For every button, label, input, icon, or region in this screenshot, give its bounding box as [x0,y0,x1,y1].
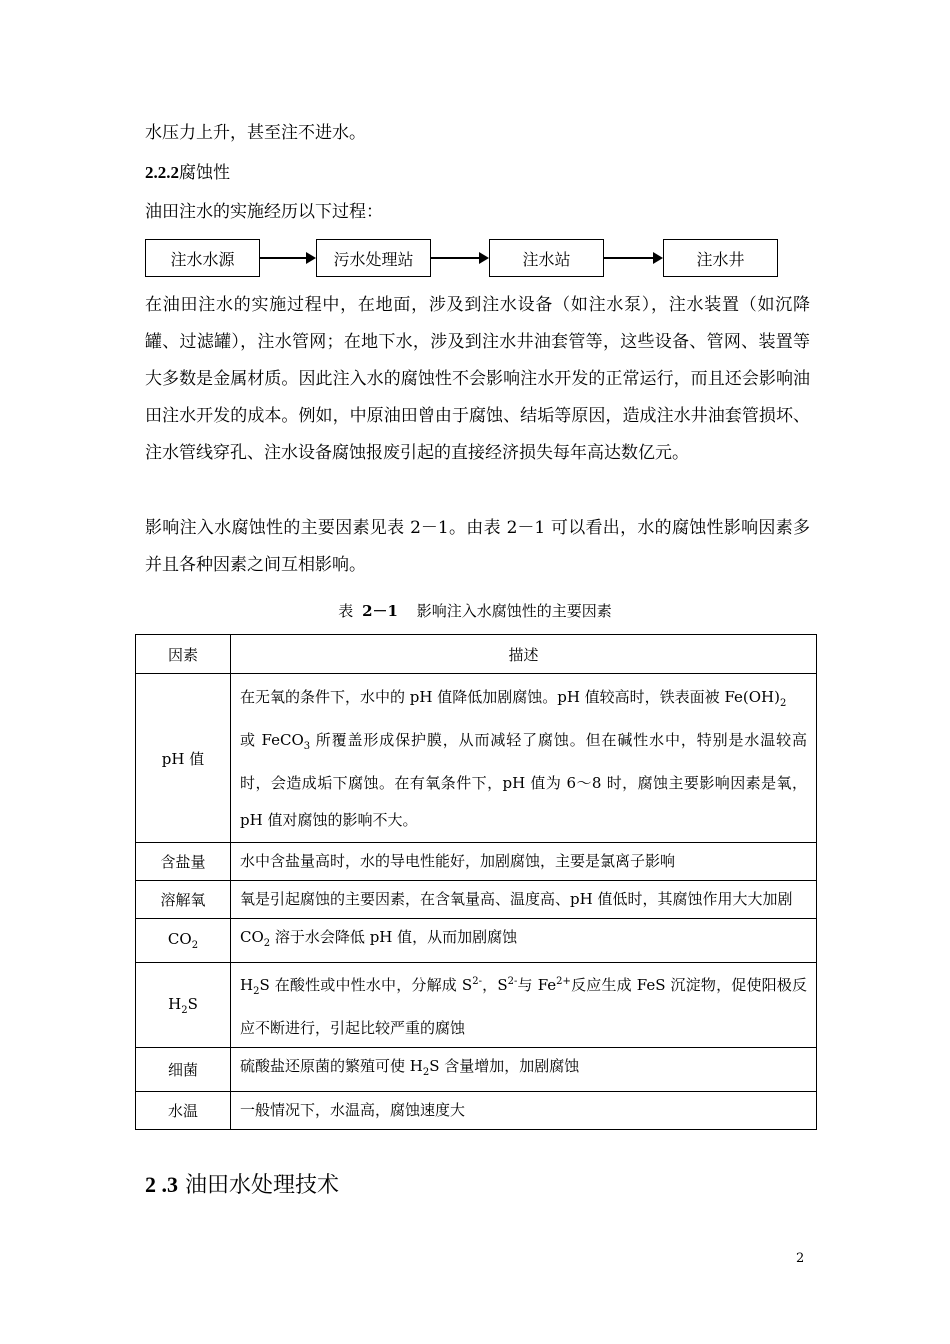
flow-intro: 油田注水的实施经历以下过程： [145,202,383,222]
superscript: 2+ [556,976,571,987]
table-header-row [136,635,817,674]
subscript: 2 [780,698,787,709]
desc-co2 [231,919,817,963]
subscript: 2 [263,938,271,949]
flow-arrow-icon [260,257,314,259]
desc-h2s [231,963,817,1048]
desc-h2s-part: S 在酸性或中性水中，分解成 S [259,976,473,994]
factor-oxygen: 溶解氧 [136,881,231,919]
desc-bacteria [231,1048,817,1092]
factor-salt: 含盐量 [136,843,231,881]
desc-h2s-part: 与 Fe [517,976,557,994]
paragraph-table-reference: 影响注入水腐蚀性的主要因素见表 2－1。由表 2－1 可以看出，水的腐蚀性影响因素多并且各种因素之间互相影响。 [145,518,810,575]
paragraph-corrosion-impact: 在油田注水的实施过程中，在地面，涉及到注水设备（如注水泵），注水装置（如沉降罐、过滤罐），注水管网；在地下水，涉及到注水井油套管等，这些设备、管网、装置等大多数是金属材质。因此注入水的腐蚀性不会影响注水开发的正常运行，而且还会影响油田注水开发的成本。例如，中原油田曾由于腐蚀、结垢等原因，造成注水井油套管损坏、注水管线穿孔、注水设备腐蚀报废引起的直接经济损失每年高达数亿元。 [145,295,810,463]
desc-bacteria-part: 硫酸盐还原菌的繁殖可使 H [240,1057,423,1075]
caption-number: 2－1 [362,602,398,620]
table-caption [0,600,950,621]
continuation-text: 水压力上升，甚至注不进水。 [145,123,366,143]
table-row [136,674,817,843]
caption-prefix: 表 [338,602,354,620]
desc-ph-part: 在无氧的条件下，水中的 pH 值降低加剧腐蚀。pH 值较高时，铁表面被 Fe(OH) [240,688,780,706]
factor-co2-main: CO [167,930,192,948]
table-row [136,843,817,881]
factor-temperature: 水温 [136,1092,231,1130]
subscript: 2 [181,1004,188,1016]
desc-oxygen: 氧是引起腐蚀的主要因素，在含氧量高、温度高、pH 值低时，其腐蚀作用大大加剧 [231,881,817,919]
factor-h2s-h: H [168,994,182,1013]
desc-h2s-part: H [240,976,254,994]
desc-temperature: 一般情况下，水温高，腐蚀速度大 [231,1092,817,1130]
flow-step-water-source: 注水水源 [145,239,260,277]
table-row [136,1048,817,1092]
subsection-title: 腐蚀性 [179,163,230,183]
table-row [136,881,817,919]
factor-h2s-s: S [187,994,198,1013]
subscript: 3 [303,741,311,752]
flow-step-injection-station: 注水站 [489,239,604,277]
desc-h2s-part: ，S [481,976,508,994]
table-row [136,1092,817,1130]
flow-arrow-icon [604,257,661,259]
desc-salt: 水中含盐量高时，水的导电性能好，加剧腐蚀，主要是氯离子影响 [231,843,817,881]
subsection-number: 2.2.2 [145,163,179,182]
factor-co2 [136,919,231,963]
subscript: 2 [191,940,199,951]
subsection-heading-222 [145,158,230,183]
section-title: 油田水处理技术 [185,1173,340,1198]
table-row [136,963,817,1048]
factor-ph: pH 值 [136,674,231,843]
flow-arrow-icon [431,257,487,259]
superscript: 2- [472,976,482,987]
desc-co2-rest: 溶于水会降低 pH 值，从而加剧腐蚀 [270,928,518,946]
caption-title: 影响注入水腐蚀性的主要因素 [416,602,612,620]
table-row [136,919,817,963]
corrosion-factors-table [135,634,817,1130]
section-heading-23 [145,1168,339,1199]
subscript: 2 [253,986,260,997]
desc-ph-part: 所覆盖形成保护膜，从而减轻了腐蚀。但在碱性水中，特别是水温较高时，会造成垢下腐蚀。在有氧条件下，pH 值为 6～8 时，腐蚀主要影响因素是氧，pH 值对腐蚀的影响不大。 [240,731,807,829]
header-description: 描述 [231,635,817,674]
desc-ph-part: 或 FeCO [240,731,304,749]
superscript: 2- [507,976,518,987]
desc-bacteria-part: S 含量增加，加剧腐蚀 [429,1057,580,1075]
header-factor: 因素 [136,635,231,674]
factor-bacteria: 细菌 [136,1048,231,1092]
subscript: 2 [422,1067,430,1078]
factor-h2s [136,963,231,1048]
flow-step-sewage-station: 污水处理站 [316,239,431,277]
desc-co2-main: CO [240,928,264,946]
desc-ph [231,674,817,843]
section-number: 2 .3 [145,1172,178,1197]
flow-step-injection-well: 注水井 [663,239,778,277]
page-number: 2 [796,1251,805,1266]
desc-h2s-part: 反应生成 FeS 沉淀物，促使阳极反应不断进行，引起比较严重的腐蚀 [240,976,808,1037]
